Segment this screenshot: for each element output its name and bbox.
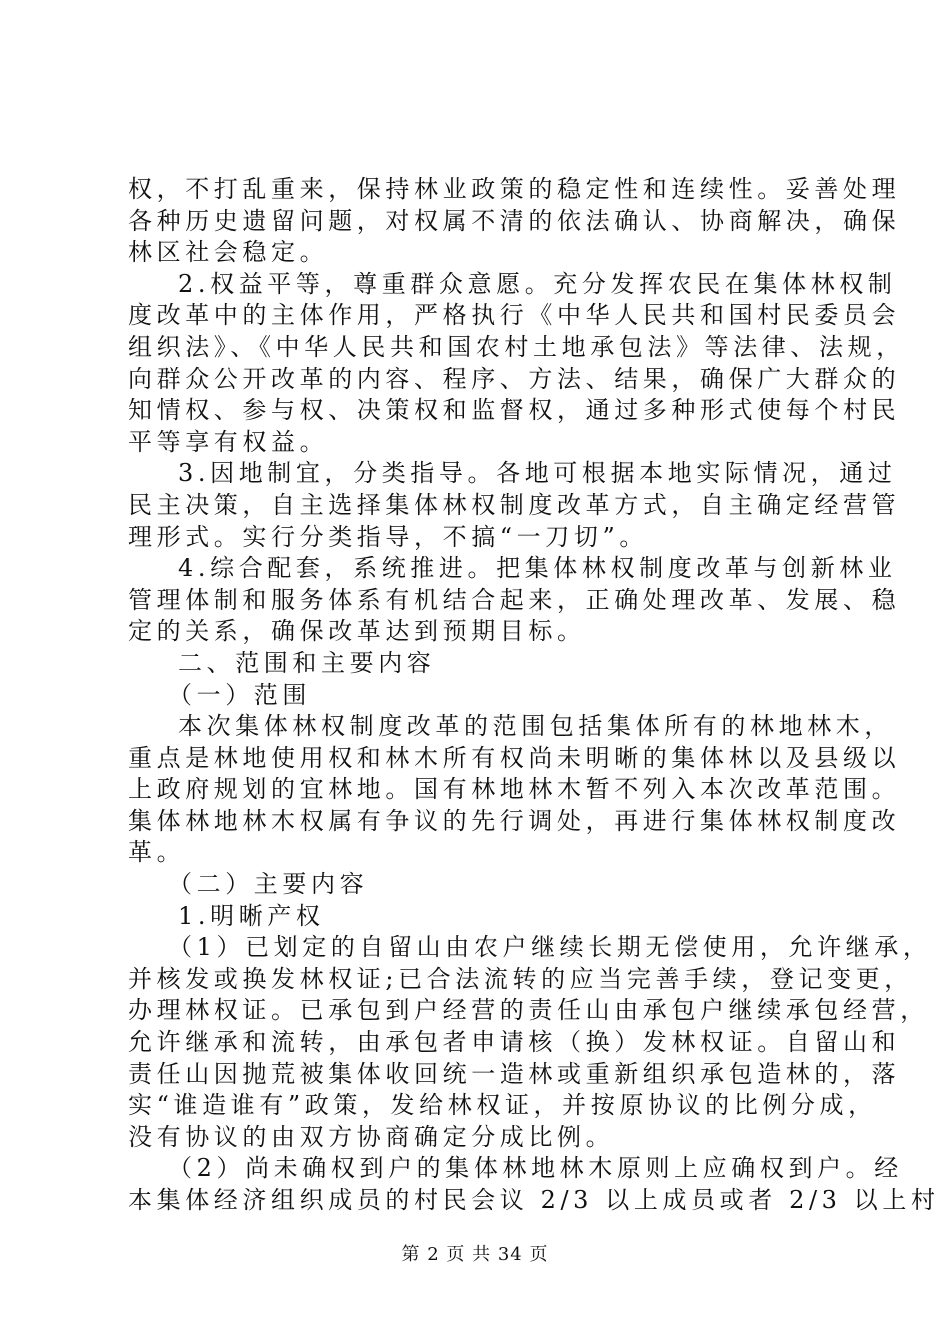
text-line: （1）已划定的自留山由农户继续长期无偿使用，允许继承， [168,933,932,962]
text-line: 2.权益平等，尊重群众意愿。充分发挥农民在集体林权制 [178,269,897,298]
text-line: 度改革中的主体作用，严格执行《中华人民共和国村民委员会 [128,301,901,330]
text-line: 办理林权证。已承包到户经营的责任山由承包户继续承包经营， [128,996,929,1025]
text-line: 权，不打乱重来，保持林业政策的稳定性和连续性。妥善处理 [128,175,901,203]
document-body [128,174,940,1217]
text-line: 集体林地林木权属有争议的先行调处，再进行集体林权制度改 [128,806,901,835]
text-line: 平等享有权益。 [128,427,329,456]
text-line: 林区社会稳定。 [128,238,329,267]
text-line: 本次集体林权制度改革的范围包括集体所有的林地林木， [178,712,893,741]
text-line: 民主决策，自主选择集体林权制度改革方式，自主确定经营管 [128,490,901,519]
text-line: 管理体制和服务体系有机结合起来，正确处理改革、发展、稳 [128,585,901,614]
text-line: 重点是林地使用权和林木所有权尚未明晰的集体林以及县级以 [128,743,901,772]
text-line: （二）主要内容 [168,870,369,899]
text-line: （一）范围 [168,680,311,709]
text-line: 实“谁造谁有”政策，发给林权证，并按原协议的比例分成， [128,1091,877,1120]
text-line: （2）尚未确权到户的集体林地林木原则上应确权到户。经 [168,1154,903,1183]
text-line: 允许继承和流转，由承包者申请核（换）发林权证。自留山和 [128,1028,901,1057]
text-line: 理形式。实行分类指导，不搞“一刀切”。 [128,522,648,551]
text-line: 组织法》、《中华人民共和国农村土地承包法》等法律、法规， [128,332,905,361]
text-line: 向群众公开改革的内容、程序、方法、结果，确保广大群众的 [128,364,901,393]
text-line: 定的关系，确保改革达到预期目标。 [128,617,586,646]
text-line: 本集体经济组织成员的村民会议 2/3 以上成员或者 2/3 以上村 [128,1186,940,1214]
text-line: 1.明晰产权 [178,901,325,930]
text-line: 知情权、参与权、决策权和监督权，通过多种形式使每个村民 [128,396,901,425]
page-footer: 第 2 页 共 34 页 [401,1244,549,1265]
text-line: 革。 [128,838,186,867]
text-line: 上政府规划的宜林地。国有林地林木暂不列入本次改革范围。 [128,775,901,804]
text-line: 二、范围和主要内容 [178,648,436,677]
text-line: 4.综合配套，系统推进。把集体林权制度改革与创新林业 [178,554,897,583]
text-line: 并核发或换发林权证;已合法流转的应当完善手续，登记变更， [128,964,913,993]
text-line: 各种历史遗留问题，对权属不清的依法确认、协商解决，确保 [128,206,901,235]
text-line: 3.因地制宜，分类指导。各地可根据本地实际情况，通过 [178,459,897,488]
text-line: 责任山因抛荒被集体收回统一造林或重新组织承包造林的，落 [128,1059,901,1088]
text-line: 没有协议的由双方协商确定分成比例。 [128,1122,615,1151]
